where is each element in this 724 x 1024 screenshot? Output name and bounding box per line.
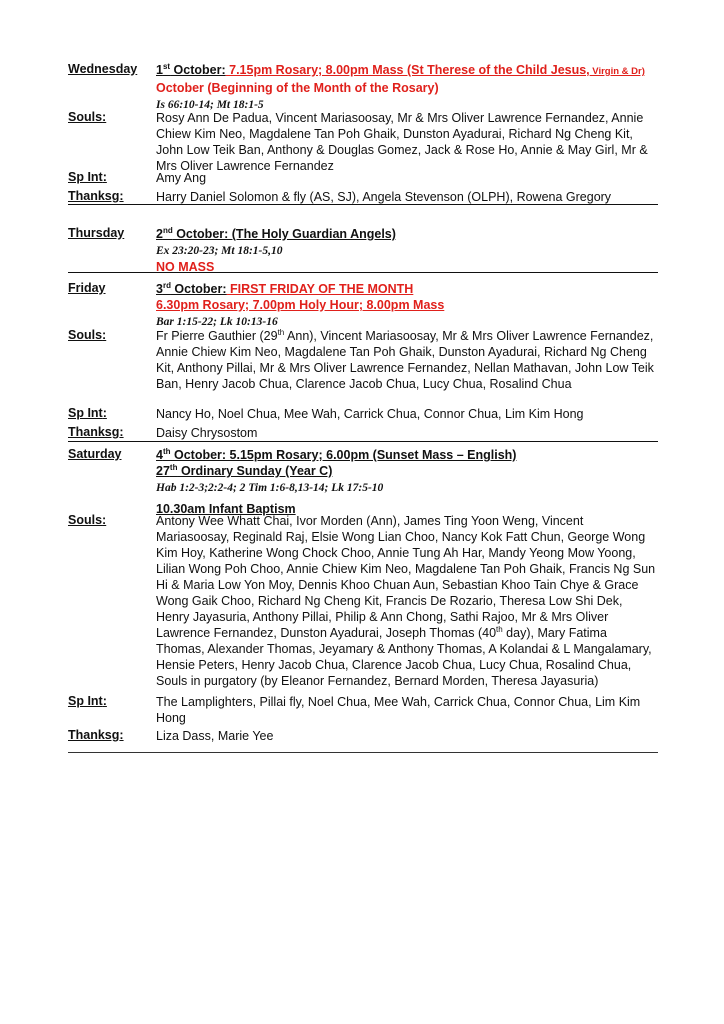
thanksgiving-wednesday: Harry Daniel Solomon & fly (AS, SJ), Angela Stevenson (OLPH), Rowena Gregory (156, 190, 612, 204)
thanksgiving-label: Thanksg: (68, 189, 124, 203)
date-friday: 3rd October: (156, 280, 227, 296)
infant-baptism: 10.30am Infant Baptism (156, 502, 296, 516)
souls-list-wednesday: Rosy Ann De Padua, Vincent Mariasoosay, Mr & Mrs Oliver Lawrence Fernandez, Annie Chiew Kim Neo, Magdalene Tan Poh Ghaik, Dunston Ayadurai, Richard Ng Cheng Kit, John Low Teik Ban, Anthony & Douglas Gomez, Jack & Rose Ho, Annie & May Girl, Mr & Mrs Oliver Lawrence Fernandez (156, 111, 648, 173)
friday-header (156, 281, 656, 330)
date-saturday: 4th October: 5.15pm Rosary; 6.00pm (Sunset Mass – English) (156, 446, 517, 462)
date-wednesday: 1st October: (156, 61, 226, 77)
date-thursday: 2nd October: (The Holy Guardian Angels) (156, 225, 396, 241)
thanksgiving-saturday: Liza Dass, Marie Yee (156, 729, 274, 743)
day-label-wednesday: Wednesday (68, 62, 138, 76)
divider (68, 204, 658, 205)
readings-friday: Bar 1:15-22; Lk 10:13-16 (156, 316, 278, 328)
day-label-saturday: Saturday (68, 447, 122, 461)
souls-list-saturday: Antony Wee Whatt Chai, Ivor Morden (Ann), James Ting Yoon Weng, Vincent Mariasoosay, Reginald Raj, Elsie Wong Lian Choo, Nancy Kok Fatt Chun, George Wong Kim Hoy, Katherine Wong Chock Choo, Annie Tung Ah Har, Mandy Yeong Mow Yoong, Lilian Wong Poh Choo, Annie Chiew Kim Neo, Magdalene Tan Poh Ghaik, Francis Ng Sun Hi & Maria Low Yon Moy, Dennis Khoo Chuan Aun, Sebastian Khoo Tain Chye & Grace Wong Gaik Choo, Richard Ng Cheng Kit, Francis De Rozario, Theresa Low Shi Dek, Henry Jayasuria, Anthony Pillai, Philip & Ann Chong, Sathi Rajoo, Mr & Mrs Oliver Lawrence Fernandez, Dunston Ayadurai, Joseph Thomas (40th day), Mary Fatima Thomas, Alexander Thomas, Jeyamary & Anthony Thomas, A Kolandai & L Mangalamary, Hensie Peters, Henry Jacob Chua, Clarence Jacob Chua, Lucy Chua, Rosalind Chua, Souls in purgatory (by Eleanor Fernandez, Bernard Morden, Theresa Jayasuria) (156, 514, 656, 688)
no-mass-note: NO MASS (156, 260, 215, 274)
divider (68, 441, 658, 442)
saturday-header (156, 447, 656, 517)
mass-times-friday: 6.30pm Rosary; 7.00pm Holy Hour; 8.00pm Mass (156, 298, 445, 312)
sp-int-label: Sp Int: (68, 170, 107, 184)
readings-wednesday: Is 66:10-14; Mt 18:1-5 (156, 99, 264, 111)
wednesday-header (156, 62, 656, 113)
divider (68, 752, 658, 753)
thursday-header (156, 226, 656, 275)
first-friday-title: FIRST FRIDAY OF THE MONTH (226, 282, 414, 296)
sp-int-label: Sp Int: (68, 406, 107, 420)
divider (68, 272, 658, 273)
day-label-thursday: Thursday (68, 226, 125, 240)
mass-times-wednesday: 7.15pm Rosary; 8.00pm Mass (St Therese of the Child Jesus, Virgin & Dr) (225, 63, 645, 77)
sp-int-wednesday: Amy Ang (156, 171, 207, 185)
month-of-rosary: October (Beginning of the Month of the Rosary) (156, 81, 439, 95)
sp-int-label: Sp Int: (68, 694, 107, 708)
readings-saturday: Hab 1:2-3;2:2-4; 2 Tim 1:6-8,13-14; Lk 17:5-10 (156, 482, 384, 494)
souls-label: Souls: (68, 328, 107, 342)
souls-label: Souls: (68, 513, 107, 527)
thanksgiving-friday: Daisy Chrysostom (156, 426, 258, 440)
thanksgiving-label: Thanksg: (68, 425, 124, 439)
souls-label: Souls: (68, 110, 107, 124)
souls-list-friday: Fr Pierre Gauthier (29th Ann), Vincent Mariasoosay, Mr & Mrs Oliver Lawrence Fernandez, Annie Chiew Kim Neo, Magdalene Tan Poh Ghaik, Dunston Ayadurai, Richard Ng Cheng Kit, Anthony Pillai, Mr & Mrs Oliver Lawrence Fernandez, Nellan Mathavan, John Low Teik Ban, Henry Jacob Chua, Clarence Jacob Chua, Lucy Chua, Rosalind Chua (156, 327, 654, 391)
sp-int-saturday: The Lamplighters, Pillai fly, Noel Chua, Mee Wah, Carrick Chua, Connor Chua, Lim Kim Hong (156, 695, 641, 725)
readings-thursday: Ex 23:20-23; Mt 18:1-5,10 (156, 245, 283, 257)
day-label-friday: Friday (68, 281, 106, 295)
sp-int-friday: Nancy Ho, Noel Chua, Mee Wah, Carrick Chua, Connor Chua, Lim Kim Hong (156, 407, 584, 421)
ordinary-sunday-title: 27th Ordinary Sunday (Year C) (156, 462, 333, 478)
thanksgiving-label: Thanksg: (68, 728, 124, 742)
